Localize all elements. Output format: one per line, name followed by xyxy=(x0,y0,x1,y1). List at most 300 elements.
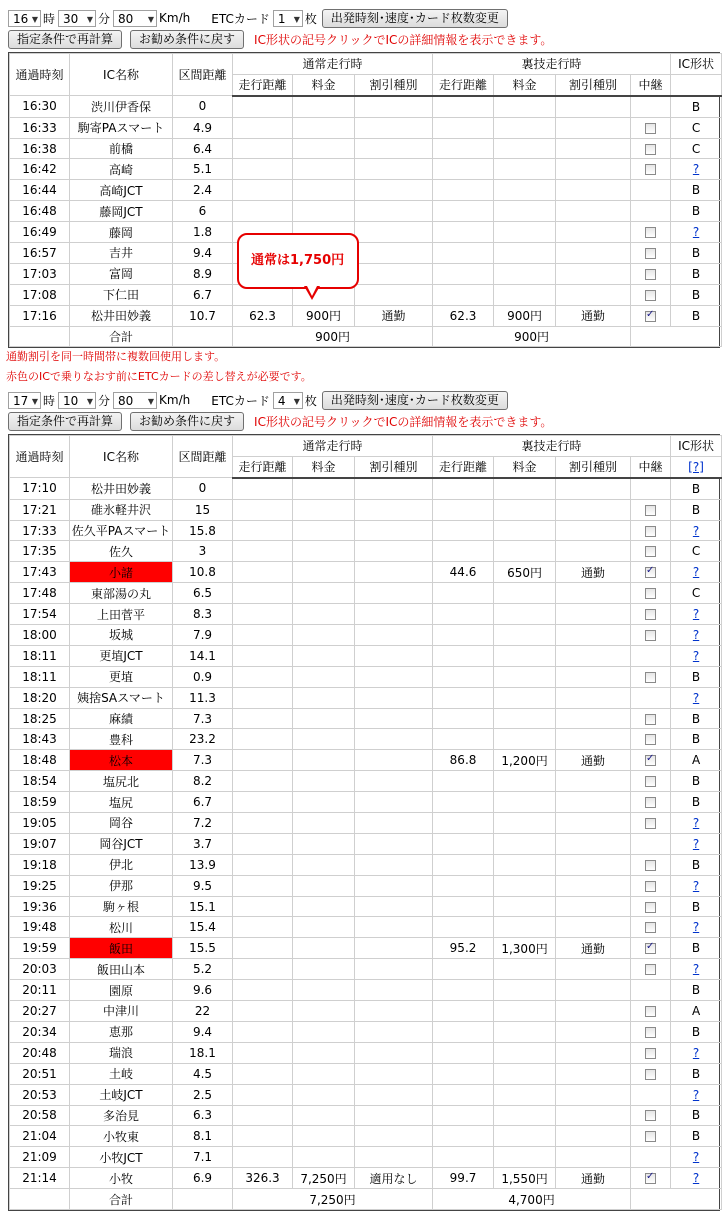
relay-checkbox[interactable] xyxy=(645,1173,656,1184)
cell-ud xyxy=(433,1063,494,1084)
cell-ic-name: 小牧 xyxy=(70,1168,173,1189)
cell-time: 17:33 xyxy=(10,520,70,541)
cell-ud xyxy=(433,917,494,938)
table-row xyxy=(10,96,722,117)
ic-shape-symbol[interactable]: B xyxy=(691,245,701,260)
cell-relay xyxy=(631,1063,671,1084)
cell-ic-shape xyxy=(671,959,722,980)
table-1-body xyxy=(10,96,722,347)
ic-shape-link[interactable]: ? xyxy=(692,1150,700,1165)
cell-relay xyxy=(631,980,671,1001)
cell-distance: 9.5 xyxy=(173,875,233,896)
total-label: 合計 xyxy=(70,1189,173,1210)
cell-nk: 適用なし xyxy=(355,1168,433,1189)
cell-nd xyxy=(233,478,293,499)
cell-uf xyxy=(494,666,556,687)
table-row xyxy=(10,159,722,180)
cell-uk xyxy=(556,792,631,813)
cell-nd xyxy=(233,499,293,520)
ic-shape-link[interactable]: ? xyxy=(692,565,700,580)
table-row xyxy=(10,1147,722,1168)
ic-shape-symbol[interactable]: B xyxy=(691,669,701,684)
cell-ic-shape xyxy=(671,1084,722,1105)
ic-shape-link[interactable]: ? xyxy=(692,690,700,705)
cell-ud xyxy=(433,980,494,1001)
table-row xyxy=(10,1021,722,1042)
cell-ic-name: 瑞浪 xyxy=(70,1042,173,1063)
cell-time: 18:43 xyxy=(10,729,70,750)
hour-unit: 時 xyxy=(43,393,56,408)
cell-uk xyxy=(556,625,631,646)
cell-ic-shape xyxy=(671,666,722,687)
relay-checkbox[interactable] xyxy=(645,567,656,578)
cell-uf xyxy=(494,1001,556,1022)
change-conditions-button[interactable]: 出発時刻･速度･カード枚数変更 xyxy=(322,9,508,28)
cell-relay xyxy=(631,666,671,687)
cell-distance: 6.5 xyxy=(173,583,233,604)
ic-shape-link[interactable]: ? xyxy=(692,1171,700,1186)
cell-nd xyxy=(233,938,293,959)
cell-nf xyxy=(293,1021,355,1042)
cell-ud xyxy=(433,771,494,792)
cell-uk xyxy=(556,959,631,980)
cell-nf: 900円 xyxy=(293,305,355,326)
header-ic-name: IC名称 xyxy=(70,54,173,96)
cell-nd xyxy=(233,750,293,771)
cell-nk xyxy=(355,771,433,792)
cell-uf xyxy=(494,201,556,222)
cell-distance: 6.7 xyxy=(173,792,233,813)
relay-checkbox[interactable] xyxy=(645,630,656,641)
cell-nd xyxy=(233,180,293,201)
ic-shape-link[interactable]: ? xyxy=(692,225,700,240)
relay-checkbox[interactable] xyxy=(645,609,656,620)
ic-shape-symbol[interactable]: B xyxy=(691,308,701,323)
cell-ic-name: 飯田 xyxy=(70,938,173,959)
cell-uf xyxy=(494,243,556,264)
cell-ic-name: 小牧東 xyxy=(70,1126,173,1147)
cell-ud xyxy=(433,896,494,917)
cell-ud xyxy=(433,666,494,687)
minute-unit: 分 xyxy=(98,11,111,26)
header-distance: 区間距離 xyxy=(173,436,233,478)
cell-uf xyxy=(494,1063,556,1084)
ic-shape-symbol[interactable]: B xyxy=(691,481,701,496)
cell-ic-shape xyxy=(671,222,722,243)
minute-select[interactable]: 10 ▼ xyxy=(58,392,96,409)
cell-nk xyxy=(355,138,433,159)
cell-uk: 通勤 xyxy=(556,562,631,583)
cell-distance: 8.2 xyxy=(173,771,233,792)
note-line: 通勤割引を同一時間帯に複数回使用します。 xyxy=(6,350,226,363)
speed-select[interactable]: 80 ▼ xyxy=(113,392,157,409)
ic-shape-symbol[interactable]: C xyxy=(691,141,701,156)
relay-checkbox[interactable] xyxy=(645,1131,656,1142)
ic-shape-symbol[interactable]: B xyxy=(691,1129,701,1144)
cell-uf xyxy=(494,708,556,729)
relay-checkbox[interactable] xyxy=(645,881,656,892)
table-2-body xyxy=(10,478,722,1210)
cell-uf xyxy=(494,729,556,750)
cell-nf xyxy=(293,854,355,875)
ic-shape-link[interactable]: ? xyxy=(692,1045,700,1060)
relay-checkbox[interactable] xyxy=(645,311,656,322)
relay-checkbox[interactable] xyxy=(645,797,656,808)
cell-ic-name: 下仁田 xyxy=(70,284,173,305)
cell-ic-name: 小諸 xyxy=(70,562,173,583)
table-row xyxy=(10,478,722,499)
cell-time: 19:07 xyxy=(10,833,70,854)
speed-select[interactable]: 80 ▼ xyxy=(113,10,157,27)
ic-shape-symbol[interactable]: B xyxy=(691,204,701,219)
relay-checkbox[interactable] xyxy=(645,164,656,175)
ic-shape-symbol[interactable]: B xyxy=(691,502,701,517)
cell-time: 16:57 xyxy=(10,243,70,264)
cell-time: 20:58 xyxy=(10,1105,70,1126)
etc-unit: 枚 xyxy=(304,11,317,26)
total-normal: 7,250円 xyxy=(233,1189,433,1210)
cell-ic-name: 園原 xyxy=(70,980,173,1001)
cell-uf: 1,300円 xyxy=(494,938,556,959)
table-row xyxy=(10,1126,722,1147)
cell-time: 19:59 xyxy=(10,938,70,959)
cell-distance: 5.2 xyxy=(173,959,233,980)
etc-count-select[interactable]: 1 ▼ xyxy=(273,10,303,27)
cell-uk xyxy=(556,917,631,938)
ic-shape-link[interactable]: ? xyxy=(692,162,700,177)
cell-nd xyxy=(233,1042,293,1063)
relay-checkbox[interactable] xyxy=(645,776,656,787)
cell-uf xyxy=(494,222,556,243)
cell-nd xyxy=(233,1126,293,1147)
hour-select[interactable]: 16 ▼ xyxy=(8,10,41,27)
ic-shape-link[interactable]: ? xyxy=(692,607,700,622)
cell-ic-name: 更埴 xyxy=(70,666,173,687)
help-link[interactable]: [?] xyxy=(688,459,704,474)
cell-ud xyxy=(433,284,494,305)
hour-select[interactable]: 17 ▼ xyxy=(8,392,41,409)
cell-ic-name: 多治見 xyxy=(70,1105,173,1126)
cell-ic-shape xyxy=(671,792,722,813)
ic-shape-symbol[interactable]: C xyxy=(691,586,701,601)
cell-ic-shape xyxy=(671,980,722,1001)
table-row xyxy=(10,687,722,708)
cell-relay xyxy=(631,1147,671,1168)
ic-shape-link[interactable]: ? xyxy=(692,815,700,830)
cell-ic-name: 坂城 xyxy=(70,625,173,646)
cell-time: 18:48 xyxy=(10,750,70,771)
ic-shape-symbol[interactable]: B xyxy=(691,795,701,810)
cell-ic-shape xyxy=(671,938,722,959)
cell-uf xyxy=(494,1126,556,1147)
ic-shape-symbol[interactable]: A xyxy=(691,753,701,768)
cell-ic-name: 伊那 xyxy=(70,875,173,896)
hint-text: IC形状の記号クリックでICの詳細情報を表示できます。 xyxy=(254,32,553,47)
cell-uf xyxy=(494,96,556,117)
cell-uf xyxy=(494,1042,556,1063)
cell-nd xyxy=(233,980,293,1001)
relay-checkbox[interactable] xyxy=(645,734,656,745)
header-time: 通過時刻 xyxy=(10,436,70,478)
cell-relay xyxy=(631,625,671,646)
cell-nd xyxy=(233,604,293,625)
ic-shape-symbol[interactable]: B xyxy=(691,711,701,726)
cell-ud xyxy=(433,792,494,813)
ic-shape-link[interactable]: ? xyxy=(692,523,700,538)
cell-uf xyxy=(494,520,556,541)
cell-distance: 11.3 xyxy=(173,687,233,708)
ic-shape-symbol[interactable]: B xyxy=(691,1024,701,1039)
table-row xyxy=(10,138,722,159)
relay-checkbox[interactable] xyxy=(645,1048,656,1059)
cell-uf xyxy=(494,687,556,708)
ic-shape-symbol[interactable]: C xyxy=(691,120,701,135)
cell-ud xyxy=(433,180,494,201)
cell-uk xyxy=(556,729,631,750)
recalculate-button[interactable]: 指定条件で再計算 xyxy=(8,30,122,49)
header-distance: 区間距離 xyxy=(173,54,233,96)
cell-nk xyxy=(355,1063,433,1084)
cell-nf xyxy=(293,645,355,666)
cell-uk: 通勤 xyxy=(556,305,631,326)
cell-ic-shape xyxy=(671,499,722,520)
cell-nd xyxy=(233,666,293,687)
cell-distance: 3 xyxy=(173,541,233,562)
cell-ic-shape xyxy=(671,583,722,604)
ic-shape-link[interactable]: ? xyxy=(692,627,700,642)
cell-distance: 15.5 xyxy=(173,938,233,959)
cell-nk xyxy=(355,263,433,284)
cell-uf xyxy=(494,625,556,646)
cell-nd xyxy=(233,583,293,604)
cell-ud xyxy=(433,813,494,834)
ic-shape-symbol[interactable]: B xyxy=(691,857,701,872)
reset-recommended-button[interactable]: お勧め条件に戻す xyxy=(130,30,244,49)
cell-time: 18:11 xyxy=(10,666,70,687)
relay-checkbox[interactable] xyxy=(645,123,656,134)
cell-relay xyxy=(631,180,671,201)
cell-uk xyxy=(556,1126,631,1147)
chevron-down-icon: ▼ xyxy=(31,14,38,24)
cell-uk xyxy=(556,201,631,222)
cell-time: 20:48 xyxy=(10,1042,70,1063)
cell-distance: 6.3 xyxy=(173,1105,233,1126)
ic-shape-symbol[interactable]: B xyxy=(691,1108,701,1123)
ic-shape-symbol[interactable]: B xyxy=(691,287,701,302)
ic-shape-symbol[interactable]: B xyxy=(691,266,701,281)
cell-uf xyxy=(494,117,556,138)
cell-ic-shape xyxy=(671,1042,722,1063)
cell-distance: 6.4 xyxy=(173,138,233,159)
cell-nf xyxy=(293,159,355,180)
total-empty xyxy=(631,326,722,347)
cell-uf xyxy=(494,1105,556,1126)
cell-ic-shape xyxy=(671,138,722,159)
header-ic-name: IC名称 xyxy=(70,436,173,478)
relay-checkbox[interactable] xyxy=(645,672,656,683)
callout-tail-inner xyxy=(307,286,317,296)
ic-shape-link[interactable]: ? xyxy=(692,962,700,977)
cell-nk xyxy=(355,1084,433,1105)
cell-time: 17:35 xyxy=(10,541,70,562)
change-conditions-button[interactable]: 出発時刻･速度･カード枚数変更 xyxy=(322,391,508,410)
relay-checkbox[interactable] xyxy=(645,290,656,301)
cell-ic-name: 松井田妙義 xyxy=(70,478,173,499)
cell-uf xyxy=(494,645,556,666)
ic-shape-symbol[interactable]: B xyxy=(691,941,701,956)
relay-checkbox[interactable] xyxy=(645,144,656,155)
relay-checkbox[interactable] xyxy=(645,1069,656,1080)
relay-checkbox[interactable] xyxy=(645,755,656,766)
header-discount: 割引種別 xyxy=(355,456,433,477)
cell-nk xyxy=(355,604,433,625)
ic-shape-link[interactable]: ? xyxy=(692,878,700,893)
recalculate-button[interactable]: 指定条件で再計算 xyxy=(8,412,122,431)
cell-ic-shape xyxy=(671,305,722,326)
cell-nd xyxy=(233,625,293,646)
total-row xyxy=(10,326,722,347)
relay-checkbox[interactable] xyxy=(645,248,656,259)
cell-nd xyxy=(233,896,293,917)
relay-checkbox[interactable] xyxy=(645,714,656,725)
relay-checkbox[interactable] xyxy=(645,269,656,280)
cell-relay xyxy=(631,1001,671,1022)
cell-ic-shape xyxy=(671,1063,722,1084)
ic-shape-symbol[interactable]: B xyxy=(691,99,701,114)
cell-ic-shape xyxy=(671,813,722,834)
table-row xyxy=(10,263,722,284)
cell-distance: 7.3 xyxy=(173,750,233,771)
total-empty xyxy=(631,1189,722,1210)
ic-shape-symbol[interactable]: B xyxy=(691,774,701,789)
relay-checkbox[interactable] xyxy=(645,227,656,238)
cell-uk xyxy=(556,583,631,604)
ic-shape-symbol[interactable]: A xyxy=(691,1003,701,1018)
cell-ic-name: 中津川 xyxy=(70,1001,173,1022)
cell-nd xyxy=(233,201,293,222)
cell-distance: 10.7 xyxy=(173,305,233,326)
cell-uk xyxy=(556,666,631,687)
cell-uk xyxy=(556,1147,631,1168)
ic-shape-link[interactable]: ? xyxy=(692,1087,700,1102)
table-row xyxy=(10,583,722,604)
ic-shape-symbol[interactable]: C xyxy=(691,544,701,559)
cell-time: 18:11 xyxy=(10,645,70,666)
cell-uk xyxy=(556,263,631,284)
header-time: 通過時刻 xyxy=(10,54,70,96)
ic-shape-link[interactable]: ? xyxy=(692,920,700,935)
cell-time: 17:48 xyxy=(10,583,70,604)
cell-ic-shape xyxy=(671,520,722,541)
cell-ic-shape xyxy=(671,541,722,562)
table-row xyxy=(10,604,722,625)
table-row xyxy=(10,875,722,896)
cell-time: 16:42 xyxy=(10,159,70,180)
cell-nf xyxy=(293,771,355,792)
cell-ud xyxy=(433,645,494,666)
cell-relay xyxy=(631,222,671,243)
cell-nk xyxy=(355,729,433,750)
cell-distance: 7.9 xyxy=(173,625,233,646)
etc-count-select[interactable]: 4 ▼ xyxy=(273,392,303,409)
relay-checkbox[interactable] xyxy=(645,922,656,933)
cell-nd xyxy=(233,854,293,875)
cell-nd xyxy=(233,792,293,813)
relay-checkbox[interactable] xyxy=(645,1006,656,1017)
cell-ic-name: 前橋 xyxy=(70,138,173,159)
cell-uf xyxy=(494,1147,556,1168)
cell-distance: 5.1 xyxy=(173,159,233,180)
cell-uk: 通勤 xyxy=(556,1168,631,1189)
relay-checkbox[interactable] xyxy=(645,588,656,599)
ic-shape-symbol[interactable]: B xyxy=(691,983,701,998)
cell-nd xyxy=(233,1105,293,1126)
cell-uk xyxy=(556,980,631,1001)
cell-uk xyxy=(556,645,631,666)
header-ic-shape: IC形状 xyxy=(671,54,722,75)
cell-ud xyxy=(433,833,494,854)
cell-relay xyxy=(631,604,671,625)
relay-checkbox[interactable] xyxy=(645,818,656,829)
table-row xyxy=(10,917,722,938)
relay-checkbox[interactable] xyxy=(645,943,656,954)
relay-checkbox[interactable] xyxy=(645,505,656,516)
cell-time: 17:03 xyxy=(10,263,70,284)
table-row xyxy=(10,896,722,917)
table-row xyxy=(10,562,722,583)
cell-nf xyxy=(293,96,355,117)
relay-checkbox[interactable] xyxy=(645,1027,656,1038)
cell-uf xyxy=(494,499,556,520)
relay-checkbox[interactable] xyxy=(645,1110,656,1121)
reset-recommended-button[interactable]: お勧め条件に戻す xyxy=(130,412,244,431)
ic-shape-symbol[interactable]: B xyxy=(691,899,701,914)
ic-shape-link[interactable]: ? xyxy=(692,648,700,663)
table-row xyxy=(10,243,722,264)
ic-shape-link[interactable]: ? xyxy=(692,836,700,851)
cell-nd xyxy=(233,1021,293,1042)
ic-shape-symbol[interactable]: B xyxy=(691,732,701,747)
cell-nf xyxy=(293,117,355,138)
relay-checkbox[interactable] xyxy=(645,860,656,871)
cell-distance: 2.5 xyxy=(173,1084,233,1105)
relay-checkbox[interactable] xyxy=(645,526,656,537)
cell-time: 17:43 xyxy=(10,562,70,583)
cell-nk xyxy=(355,875,433,896)
header-run-distance: 走行距離 xyxy=(433,74,494,95)
header-fee: 料金 xyxy=(494,74,556,95)
table-row xyxy=(10,520,722,541)
table-row xyxy=(10,750,722,771)
cell-nk: 通勤 xyxy=(355,305,433,326)
ic-shape-symbol[interactable]: B xyxy=(691,183,701,198)
cell-ud xyxy=(433,687,494,708)
cell-relay xyxy=(631,1126,671,1147)
cell-distance: 15.8 xyxy=(173,520,233,541)
header-run-distance: 走行距離 xyxy=(433,456,494,477)
minute-select[interactable]: 30 ▼ xyxy=(58,10,96,27)
relay-checkbox[interactable] xyxy=(645,902,656,913)
relay-checkbox[interactable] xyxy=(645,546,656,557)
cell-uk xyxy=(556,1063,631,1084)
cell-ic-name: 更埴JCT xyxy=(70,645,173,666)
relay-checkbox[interactable] xyxy=(645,964,656,975)
cell-distance: 6.7 xyxy=(173,284,233,305)
header-ic-shape-empty xyxy=(671,74,722,95)
header-help-link[interactable] xyxy=(671,456,722,477)
ic-shape-symbol[interactable]: B xyxy=(691,1066,701,1081)
table-row xyxy=(10,284,722,305)
